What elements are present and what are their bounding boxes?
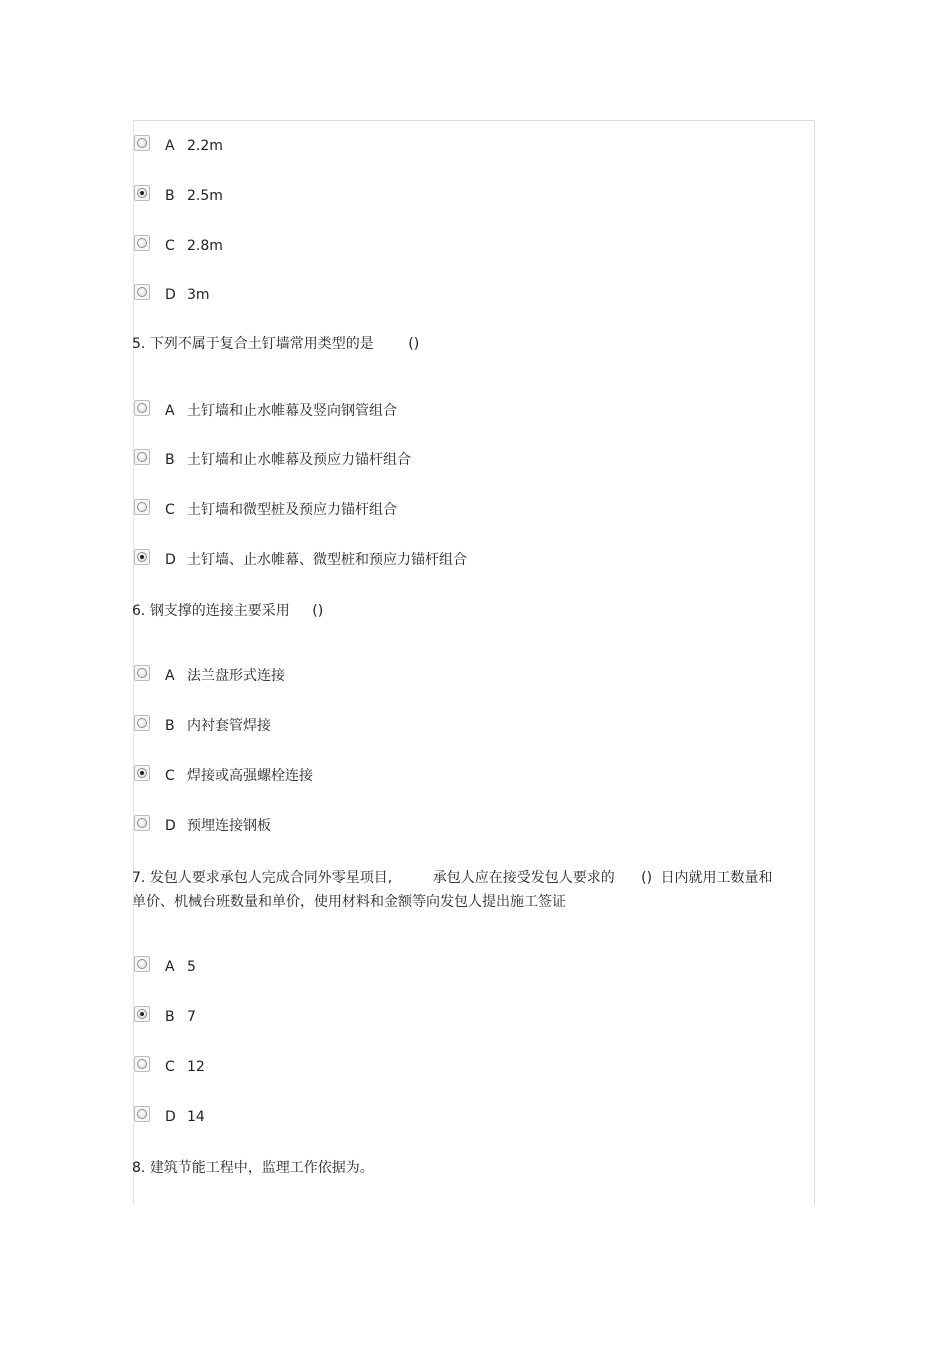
option-row[interactable] [134, 1056, 794, 1078]
option-letter: A [165, 959, 175, 975]
radio-button[interactable] [134, 185, 150, 201]
question-8-stem [132, 1156, 807, 1180]
option-letter: D [165, 287, 176, 303]
option-letter: C [165, 238, 175, 254]
answer-blank: () [312, 603, 324, 619]
option-text: 2.8m [187, 238, 223, 254]
option-text: 土钉墙、止水帷幕、微型桩和预应力锚杆组合 [187, 552, 467, 568]
option-row[interactable] [134, 185, 794, 207]
option-row[interactable] [134, 665, 794, 687]
answer-blank: () [408, 336, 420, 352]
question-number: 5. [132, 336, 146, 352]
radio-button[interactable] [134, 1056, 150, 1072]
option-row[interactable] [134, 1106, 794, 1128]
option-letter: B [165, 1009, 175, 1025]
question-number: 6. [132, 603, 146, 619]
radio-button[interactable] [134, 665, 150, 681]
option-text: 14 [187, 1109, 205, 1125]
option-letter: D [165, 1109, 176, 1125]
question-text: 钢支撑的连接主要采用 [149, 603, 290, 619]
question-text: 日内就用工数量和 [660, 870, 773, 886]
option-letter: A [165, 403, 175, 419]
option-row[interactable] [134, 135, 794, 157]
option-text: 法兰盘形式连接 [187, 668, 285, 684]
question-6-stem [132, 599, 807, 623]
option-letter: C [165, 768, 175, 784]
radio-button[interactable] [134, 765, 150, 781]
option-letter: D [165, 552, 176, 568]
option-text: 5 [187, 959, 196, 975]
option-text: 土钉墙和止水帷幕及竖向钢管组合 [187, 403, 397, 419]
radio-button[interactable] [134, 499, 150, 515]
question-text: 承包人应在接受发包人要求的 [432, 870, 615, 886]
option-letter: A [165, 668, 175, 684]
question-number: 8. [132, 1160, 146, 1176]
question-line [132, 866, 807, 890]
question-panel [133, 120, 815, 1205]
option-row[interactable] [134, 765, 794, 787]
question-text: 下列不属于复合土钉墙常用类型的是 [149, 336, 374, 352]
option-row[interactable] [134, 449, 794, 471]
option-row[interactable] [134, 235, 794, 257]
option-row[interactable] [134, 715, 794, 737]
option-row[interactable] [134, 284, 794, 306]
option-text: 焊接或高强螺栓连接 [187, 768, 313, 784]
option-text: 7 [187, 1009, 196, 1025]
option-letter: D [165, 818, 176, 834]
radio-button[interactable] [134, 715, 150, 731]
question-text: 建筑节能工程中，监理工作依据为。 [149, 1160, 374, 1176]
option-letter: C [165, 1059, 175, 1075]
option-text: 土钉墙和微型桩及预应力锚杆组合 [187, 502, 397, 518]
option-text: 2.5m [187, 188, 223, 204]
option-row[interactable] [134, 499, 794, 521]
question-text: 发包人要求承包人完成合同外零星项目, [149, 870, 393, 886]
option-text: 土钉墙和止水帷幕及预应力锚杆组合 [187, 452, 411, 468]
radio-button[interactable] [134, 400, 150, 416]
option-text: 2.2m [187, 138, 223, 154]
option-text: 12 [187, 1059, 205, 1075]
radio-button[interactable] [134, 284, 150, 300]
option-text: 内衬套管焊接 [187, 718, 271, 734]
option-letter: C [165, 502, 175, 518]
radio-button[interactable] [134, 235, 150, 251]
option-text: 预埋连接钢板 [187, 818, 271, 834]
option-row[interactable] [134, 1006, 794, 1028]
radio-button[interactable] [134, 449, 150, 465]
radio-button[interactable] [134, 135, 150, 151]
option-row[interactable] [134, 956, 794, 978]
option-row[interactable] [134, 400, 794, 422]
option-row[interactable] [134, 815, 794, 837]
radio-button[interactable] [134, 956, 150, 972]
radio-button[interactable] [134, 815, 150, 831]
option-letter: B [165, 718, 175, 734]
option-letter: B [165, 188, 175, 204]
option-text: 3m [187, 287, 210, 303]
question-number: 7. [132, 870, 146, 886]
question-5-stem [132, 332, 807, 356]
option-letter: A [165, 138, 175, 154]
option-letter: B [165, 452, 175, 468]
question-line: 单价、机械台班数量和单价，使用材料和金额等向发包人提出施工签证 [132, 894, 566, 910]
radio-button[interactable] [134, 1106, 150, 1122]
option-row[interactable] [134, 549, 794, 571]
question-7-stem [132, 866, 807, 914]
radio-button[interactable] [134, 1006, 150, 1022]
answer-blank: () [641, 870, 653, 886]
radio-button[interactable] [134, 549, 150, 565]
